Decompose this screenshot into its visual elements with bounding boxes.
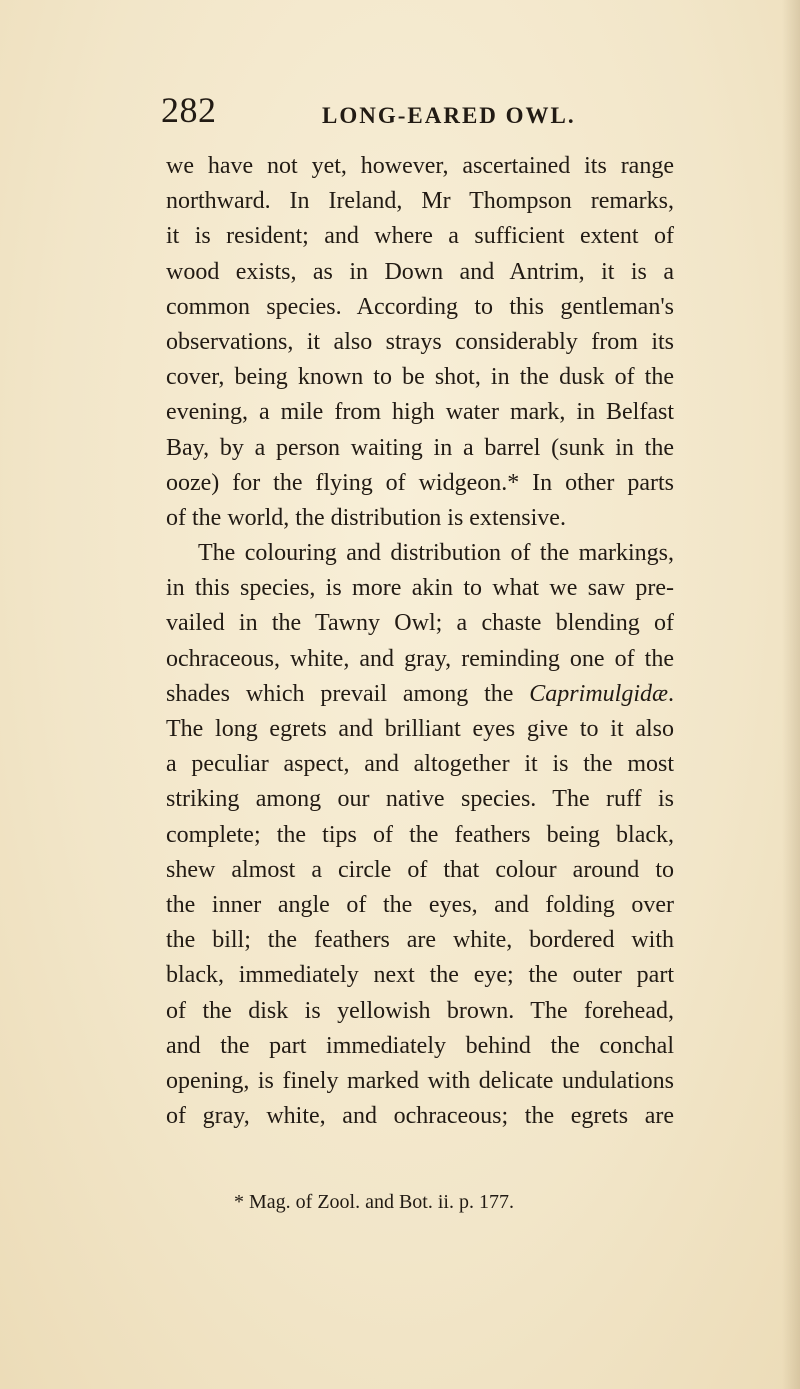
text-line: observations, it also strays considerably from its xyxy=(166,328,674,355)
text-line: wood exists, as in Down and Antrim, it is a xyxy=(166,258,674,285)
text-line: it is resident; and where a sufficient extent of xyxy=(166,223,674,250)
text-line: evening, a mile from high water mark, in Belfast xyxy=(166,399,674,426)
page-edge-shadow xyxy=(782,0,800,1389)
text-line: Bay, by a person waiting in a barrel (sunk in the xyxy=(166,434,674,461)
paragraph-end-line: of the world, the distribution is extensive. xyxy=(166,504,566,531)
text-line: and the part immediately behind the conchal xyxy=(166,1032,674,1059)
text-line: the bill; the feathers are white, bordered with xyxy=(166,927,674,954)
paragraph-start-line: The colouring and distribution of the markings, xyxy=(198,540,674,567)
text-line: complete; the tips of the feathers being black, xyxy=(166,821,674,848)
text-line: vailed in the Tawny Owl; a chaste blending of xyxy=(166,610,674,637)
text-line: shades which prevail among the Caprimulgidæ. xyxy=(166,680,674,707)
text-line: northward. In Ireland, Mr Thompson remarks, xyxy=(166,188,674,215)
text-line: of the disk is yellowish brown. The forehead, xyxy=(166,997,674,1024)
body-text xyxy=(166,149,674,1134)
text-line: ooze) for the flying of widgeon.* In other parts xyxy=(166,469,674,496)
text-line: black, immediately next the eye; the outer part xyxy=(166,962,674,989)
footnote: * Mag. of Zool. and Bot. ii. p. 177. xyxy=(234,1191,514,1213)
text-line: ochraceous, white, and gray, reminding one of the xyxy=(166,645,674,672)
page-header xyxy=(0,92,800,142)
text-line: opening, is finely marked with delicate undulations xyxy=(166,1067,674,1094)
text-line: of gray, white, and ochraceous; the egrets are xyxy=(166,1103,674,1130)
text-line: The long egrets and brilliant eyes give to it also xyxy=(166,716,674,742)
text-line: the inner angle of the eyes, and folding over xyxy=(166,891,674,918)
text-line: in this species, is more akin to what we saw pre- xyxy=(166,575,674,602)
text-line: cover, being known to be shot, in the dusk of the xyxy=(166,364,674,391)
italic-family-name: Caprimulgidæ xyxy=(529,680,668,707)
text-line: shew almost a circle of that colour around to xyxy=(166,856,674,883)
page-number: 282 xyxy=(161,90,217,130)
text-line: we have not yet, however, ascertained its range xyxy=(166,153,674,179)
text-line: striking among our native species. The ruff is xyxy=(166,786,674,813)
running-head: LONG-EARED OWL. xyxy=(322,103,576,128)
text-line: a peculiar aspect, and altogether it is the most xyxy=(166,751,674,778)
text-line: common species. According to this gentleman's xyxy=(166,293,674,320)
